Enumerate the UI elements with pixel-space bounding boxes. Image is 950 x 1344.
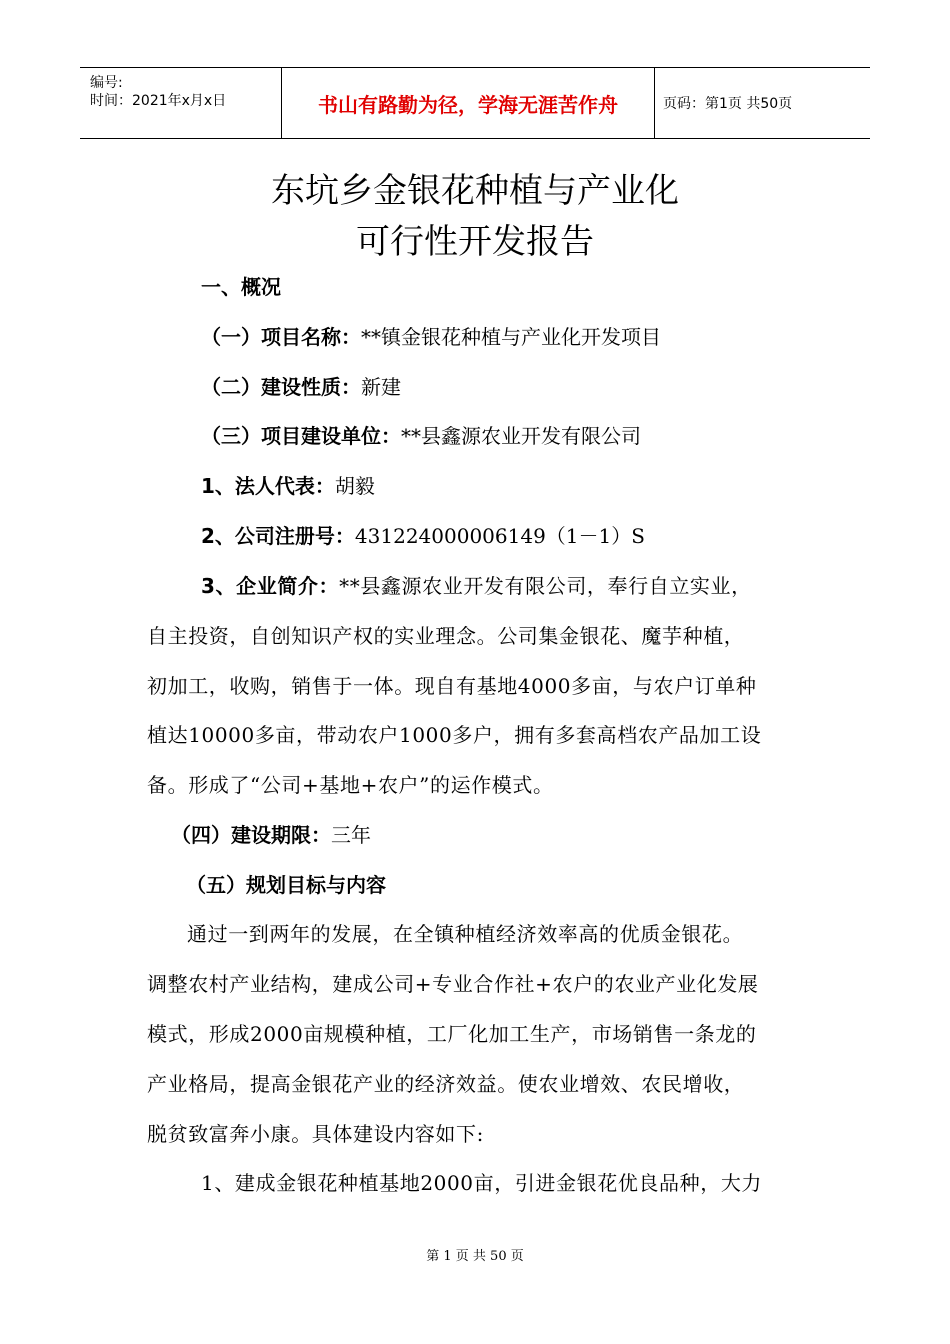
goal-line5: 脱贫致富奔小康。具体建设内容如下:: [147, 1122, 484, 1146]
header-table: [80, 67, 870, 139]
company-intro-line5: 备。形成了“公司+基地+农户”的运作模式。: [147, 773, 554, 797]
registration-label: 2、公司注册号：: [201, 524, 355, 548]
legal-rep-line: [201, 470, 375, 499]
date-label: 时间：2021年x月x日: [90, 93, 227, 109]
planning-goals-heading: （五）规划目标与内容: [186, 873, 386, 897]
company-intro-line1: [201, 570, 752, 599]
company-intro-label: 3、企业简介：: [201, 574, 340, 598]
construction-unit-value: **县鑫源农业开发有限公司: [401, 424, 641, 448]
page-info-cell: [655, 68, 870, 138]
motto-cell: [282, 68, 655, 138]
page-footer: 第 1 页 共 50 页: [426, 1249, 524, 1264]
goal-line4: 产业格局，提高金银花产业的经济效益。使农业增效、农民增收，: [147, 1072, 745, 1096]
code-label: 编号:: [90, 75, 123, 91]
construction-period-label: （四）建设期限：: [171, 823, 331, 847]
legal-rep-value: 胡毅: [334, 474, 375, 498]
construction-period-line: [171, 819, 371, 848]
construction-nature-label: （二）建设性质：: [201, 375, 361, 399]
construction-nature-line: [201, 371, 401, 400]
project-name-line: [201, 321, 661, 350]
construction-unit-line: [201, 420, 641, 449]
company-intro-line2: 自主投资，自创知识产权的实业理念。公司集金银花、魔芋种植，: [147, 624, 745, 648]
company-intro-line3: 初加工，收购，销售于一体。现自有基地4000多亩，与农户订单种: [147, 674, 757, 698]
goal-line1: 通过一到两年的发展，在全镇种植经济效率高的优质金银花。: [187, 922, 744, 946]
project-name-value: **镇金银花种植与产业化开发项目: [361, 325, 661, 349]
goal-line2: 调整农村产业结构，建成公司+专业合作社+农户的农业产业化发展: [147, 972, 759, 996]
section-overview-heading: 一、概况: [201, 275, 281, 299]
construction-unit-label: （三）项目建设单位：: [201, 424, 401, 448]
header-left-cell: [80, 68, 282, 138]
page-info-text: 页码：第1页 共50页: [663, 96, 793, 112]
company-intro-text: **县鑫源农业开发有限公司，奉行自立实业，: [339, 574, 752, 598]
registration-value: 431224000006149（1－1）S: [354, 524, 645, 548]
motto-text: 书山有路勤为径，学海无涯苦作舟: [318, 92, 618, 117]
legal-rep-label: 1、法人代表：: [201, 474, 335, 498]
construction-period-value: 三年: [331, 823, 371, 847]
content-item1-line: 1、建成金银花种植基地2000亩，引进金银花优良品种，大力: [201, 1171, 763, 1195]
document-title-line2: 可行性开发报告: [356, 222, 594, 262]
document-title-line1: 东坑乡金银花种植与产业化: [271, 171, 679, 211]
registration-line: [201, 520, 645, 549]
goal-line3: 模式，形成2000亩规模种植，工厂化加工生产，市场销售一条龙的: [147, 1022, 757, 1046]
construction-nature-value: 新建: [361, 375, 401, 399]
company-intro-line4: 植达10000多亩，带动农户1000多户，拥有多套高档农产品加工设: [147, 723, 762, 747]
project-name-label: （一）项目名称：: [201, 325, 361, 349]
